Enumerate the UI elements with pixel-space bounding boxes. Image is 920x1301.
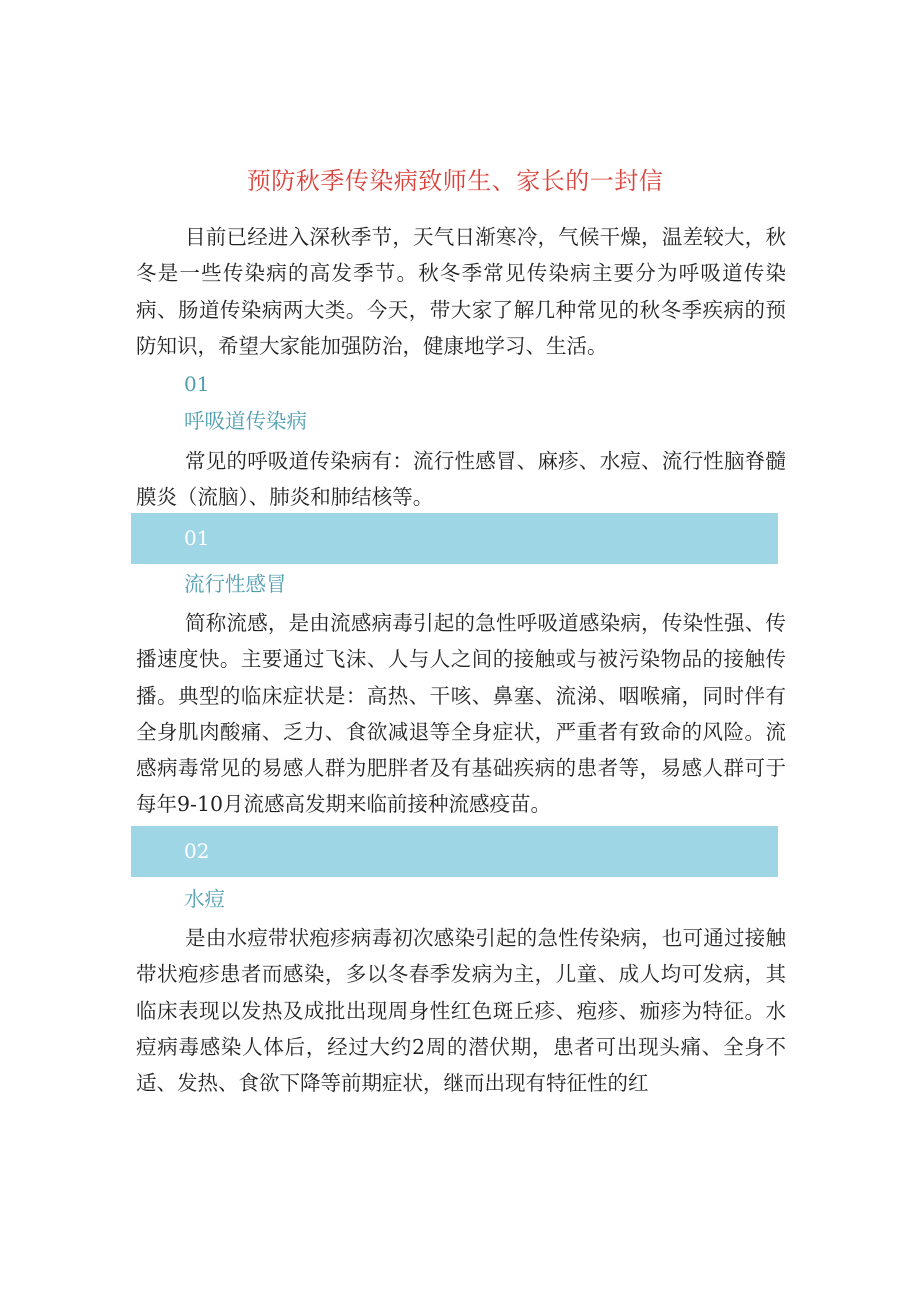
item-heading: 流行性感冒 xyxy=(184,572,287,596)
item-heading: 水痘 xyxy=(184,887,225,911)
item-number: 02 xyxy=(184,839,210,863)
item-paragraph: 简称流感，是由流感病毒引起的急性呼吸道感染病，传染性强、传播速度快。主要通过飞沫、人与人之间的接触或与被污染物品的接触传播。典型的临床症状是：高热、干咳、鼻塞、流涕、咽喉痛，同时伴有全身肌肉酸痛、乏力、食欲减退等全身症状，严重者有致命的风险。流感病毒常见的易感人群为肥胖者及有基础疾病的患者等，易感人群可于每年9-10月流感高发期来临前接种流感疫苗。 xyxy=(136,611,786,817)
document-title: 预防秋季传染病致师生、家长的一封信 xyxy=(246,167,664,195)
item-number-band xyxy=(131,826,778,877)
intro-paragraph: 目前已经进入深秋季节，天气日渐寒冷，气候干燥，温差较大，秋冬是一些传染病的高发季节。秋冬季常见传染病主要分为呼吸道传染病、肠道传染病两大类。今天，带大家了解几种常见的秋冬季疾病的预防知识，希望大家能加强防治，健康地学习、生活。 xyxy=(136,225,786,358)
item-number: 01 xyxy=(184,526,210,550)
section-number: 01 xyxy=(184,372,210,396)
item-number-band xyxy=(131,513,778,564)
item-paragraph: 是由水痘带状疱疹病毒初次感染引起的急性传染病，也可通过接触带状疱疹患者而感染，多以冬春季发病为主，儿童、成人均可发病，其临床表现以发热及成批出现周身性红色斑丘疹、疱疹、痂疹为特征。水痘病毒感染人体后，经过大约2周的潜伏期，患者可出现头痛、全身不适、发热、食欲下降等前期症状，继而出现有特征性的红 xyxy=(136,926,786,1096)
section-heading: 呼吸道传染病 xyxy=(184,409,307,433)
section-paragraph: 常见的呼吸道传染病有：流行性感冒、麻疹、水痘、流行性脑脊髓膜炎（流脑）、肺炎和肺结核等。 xyxy=(136,449,786,510)
